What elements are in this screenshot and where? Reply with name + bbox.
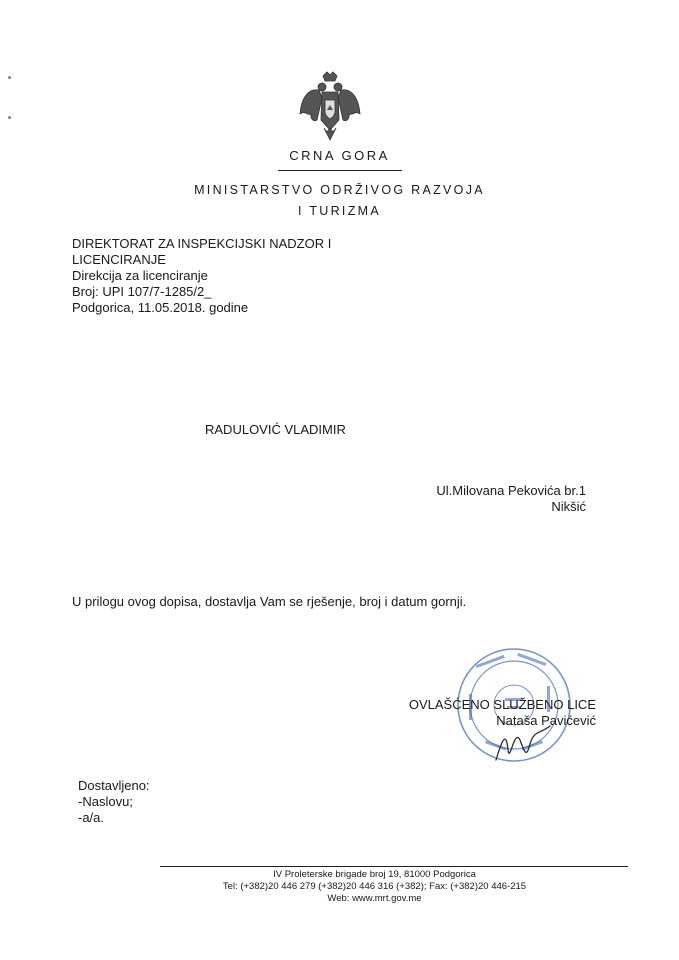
header-divider [278, 170, 402, 171]
department-name: Direkcija za licenciranje [72, 268, 208, 283]
ministry-line-1: MINISTARSTVO ODRŽIVOG RAZVOJA [194, 183, 485, 197]
directorate-name: DIREKTORAT ZA INSPEKCIJSKI NADZOR I [72, 236, 332, 251]
recipient-address [436, 483, 586, 515]
directorate-block [72, 236, 331, 316]
ministry-line-2: I TURIZMA [298, 204, 381, 218]
footer-phone: Tel: (+382)20 446 279 (+382)20 446 316 (+382); Fax: (+382)20 446-215 [222, 881, 527, 892]
footer-divider [160, 866, 628, 867]
signatory-title: OVLAŠĆENO SLUŽBENO LICE [408, 697, 596, 712]
distribution-item: -Naslovu; [78, 794, 133, 809]
margin-mark [8, 116, 11, 119]
coat-of-arms-icon [297, 70, 363, 146]
distribution-heading: Dostavljeno: [78, 778, 150, 793]
reference-number: Broj: UPI 107/7-1285/2_ [72, 284, 212, 299]
distribution-item: -a/a. [78, 810, 105, 825]
recipient-street: Ul.Milovana Pekovića br.1 [436, 483, 586, 498]
ministry-name [0, 180, 679, 222]
distribution-list [78, 778, 150, 826]
letter-body: U prilogu ovog dopisa, dostavlja Vam se rješenje, broj i datum gornji. [72, 594, 467, 609]
country-name: CRNA GORA [289, 148, 390, 163]
margin-mark [8, 76, 11, 79]
recipient-city: Nikšić [551, 499, 586, 514]
footer-web: Web: www.mrt.gov.me [327, 893, 422, 904]
recipient-name: RADULOVIĆ VLADIMIR [205, 422, 346, 437]
handwritten-signature-icon [490, 720, 560, 766]
footer [0, 869, 679, 905]
signatory-name: Nataša Pavićević [496, 713, 596, 728]
directorate-name-cont: LICENCIRANJE [72, 252, 166, 267]
document-date: Podgorica, 11.05.2018. godine [72, 300, 249, 315]
footer-address: IV Proleterske brigade broj 19, 81000 Podgorica [273, 869, 476, 880]
